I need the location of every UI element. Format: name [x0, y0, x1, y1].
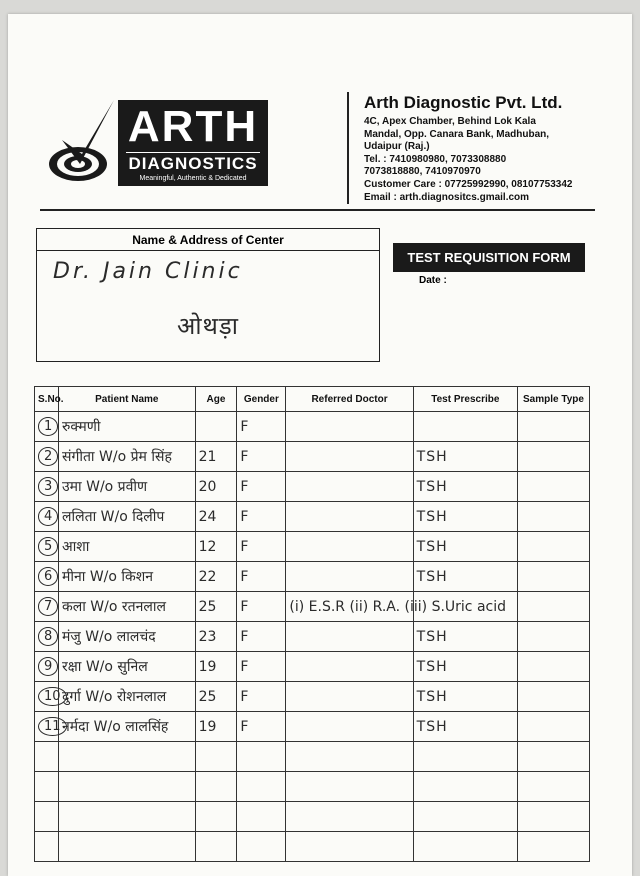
cell-gender: F [237, 472, 286, 502]
cell-sample-type [517, 562, 589, 592]
company-name: Arth Diagnostic Pvt. Ltd. [364, 93, 563, 112]
address-line: Udaipur (Raj.) [364, 141, 430, 153]
cell-test-prescribe [413, 832, 517, 862]
cell-sno [35, 652, 59, 682]
cell-referred-doctor [286, 502, 413, 532]
header-gender: Gender [237, 387, 286, 412]
cell-age [195, 802, 237, 832]
cell-sno [35, 592, 59, 622]
cell-patient-name: मीना W/o किशन [58, 562, 195, 592]
cell-sample-type [517, 412, 589, 442]
cell-test-prescribe: TSH [413, 502, 517, 532]
cell-sno [35, 622, 59, 652]
cell-patient-name [58, 742, 195, 772]
logo-diagnostics-text: DIAGNOSTICS [128, 154, 258, 173]
cell-sno [35, 412, 59, 442]
cell-sample-type [517, 682, 589, 712]
cell-sample-type [517, 592, 589, 622]
cell-referred-doctor [286, 682, 413, 712]
cell-sno [35, 532, 59, 562]
cell-sample-type [517, 652, 589, 682]
address-line: 4C, Apex Chamber, Behind Lok Kala [364, 116, 536, 127]
date-label: Date : [419, 275, 447, 286]
cell-test-prescribe: TSH [413, 532, 517, 562]
circled-serial-number: 2 [38, 447, 58, 466]
cell-gender: F [237, 442, 286, 472]
cell-sample-type [517, 772, 589, 802]
table-row [35, 772, 590, 802]
cell-test-prescribe [413, 412, 517, 442]
cell-age: 21 [195, 442, 237, 472]
cell-test-prescribe [413, 802, 517, 832]
cell-referred-doctor [286, 622, 413, 652]
circled-serial-number: 3 [38, 477, 58, 496]
header-divider-vertical [347, 92, 349, 204]
cell-sample-type [517, 532, 589, 562]
table-row [35, 802, 590, 832]
cell-gender: F [237, 682, 286, 712]
cell-age: 20 [195, 472, 237, 502]
cell-age [195, 832, 237, 862]
cell-patient-name [58, 772, 195, 802]
cell-sample-type [517, 832, 589, 862]
telephone-line: Tel. : 7410980980, 7073308880 [364, 153, 507, 165]
cell-age: 22 [195, 562, 237, 592]
cell-gender [237, 802, 286, 832]
table-row [35, 742, 590, 772]
table-row [35, 472, 590, 502]
center-handwritten-place: ओथड़ा [177, 312, 239, 340]
cell-referred-doctor [286, 472, 413, 502]
table-row [35, 712, 590, 742]
cell-test-prescribe: TSH [413, 622, 517, 652]
cell-gender: F [237, 532, 286, 562]
email-line: Email : arth.diagnositcs.gmail.com [364, 191, 530, 203]
cell-age: 19 [195, 712, 237, 742]
circled-serial-number: 11 [38, 717, 67, 736]
cell-gender: F [237, 652, 286, 682]
cell-sample-type [517, 622, 589, 652]
cell-age: 25 [195, 682, 237, 712]
cell-referred-doctor [286, 562, 413, 592]
cell-gender: F [237, 712, 286, 742]
cell-age [195, 772, 237, 802]
cell-referred-doctor [286, 412, 413, 442]
cell-patient-name: आशा [58, 532, 195, 562]
cell-patient-name: रक्षा W/o सुनिल [58, 652, 195, 682]
header-age: Age [195, 387, 237, 412]
circled-serial-number: 9 [38, 657, 58, 676]
cell-test-prescribe: TSH [413, 652, 517, 682]
cell-test-prescribe: TSH [413, 562, 517, 592]
cell-test-prescribe: TSH [413, 712, 517, 742]
circled-serial-number: 1 [38, 417, 58, 436]
cell-age: 12 [195, 532, 237, 562]
cell-sample-type [517, 712, 589, 742]
cell-patient-name: संगीता W/o प्रेम सिंह [58, 442, 195, 472]
cell-patient-name: उमा W/o प्रवीण [58, 472, 195, 502]
form-title-banner: TEST REQUISITION FORM [393, 243, 585, 272]
cell-referred-doctor [286, 712, 413, 742]
cell-patient-name: रुक्मणी [58, 412, 195, 442]
cell-gender: F [237, 562, 286, 592]
circled-serial-number: 8 [38, 627, 58, 646]
header-sno: S.No. [35, 387, 59, 412]
header-referred-doctor: Referred Doctor [286, 387, 413, 412]
cell-patient-name: कला W/o रतनलाल [58, 592, 195, 622]
cell-sno [35, 502, 59, 532]
logo-arth-text: ARTH [127, 102, 259, 151]
telephone-line: 7073818880, 7410970970 [364, 166, 481, 178]
table-row [35, 442, 590, 472]
cell-referred-doctor [286, 832, 413, 862]
table-header-row [35, 387, 590, 412]
cell-sno [35, 742, 59, 772]
header-test-prescribe: Test Prescribe [413, 387, 517, 412]
cell-age [195, 412, 237, 442]
cell-gender: F [237, 592, 286, 622]
circled-serial-number: 10 [38, 687, 67, 706]
cell-test-prescribe: TSH [413, 472, 517, 502]
table-row [35, 502, 590, 532]
cell-gender [237, 742, 286, 772]
arth-logo [48, 96, 273, 192]
address-line: Mandal, Opp. Canara Bank, Madhuban, [364, 128, 550, 140]
header-divider-horizontal [40, 209, 595, 211]
cell-age: 24 [195, 502, 237, 532]
cell-age: 19 [195, 652, 237, 682]
cell-sno [35, 472, 59, 502]
cell-test-prescribe [413, 742, 517, 772]
circled-serial-number: 4 [38, 507, 58, 526]
cell-gender: F [237, 622, 286, 652]
table-row [35, 832, 590, 862]
cell-gender: F [237, 502, 286, 532]
cell-sno [35, 832, 59, 862]
cell-age [195, 742, 237, 772]
cell-sno [35, 562, 59, 592]
cell-referred-doctor [286, 442, 413, 472]
header-sample-type: Sample Type [517, 387, 589, 412]
cell-patient-name: दुर्गा W/o रोशनलाल [58, 682, 195, 712]
logo-wordmark [118, 100, 268, 186]
cell-referred-doctor [286, 802, 413, 832]
cell-sno [35, 772, 59, 802]
logo-divider [126, 152, 260, 153]
cell-patient-name [58, 832, 195, 862]
cell-sample-type [517, 472, 589, 502]
cell-referred-doctor [286, 772, 413, 802]
cell-sno [35, 712, 59, 742]
target-checkmark-icon [48, 96, 122, 192]
table-row [35, 592, 590, 622]
cell-test-prescribe: TSH [413, 442, 517, 472]
cell-patient-name: मंजु W/o लालचंद [58, 622, 195, 652]
cell-test-prescribe [413, 772, 517, 802]
company-contact-block [364, 116, 614, 204]
cell-referred-doctor [286, 532, 413, 562]
cell-test-prescribe: TSH [413, 682, 517, 712]
table-row [35, 562, 590, 592]
table-row [35, 652, 590, 682]
customer-care-line: Customer Care : 07725992990, 08107753342 [364, 178, 573, 190]
table-row [35, 412, 590, 442]
cell-patient-name [58, 802, 195, 832]
cell-referred-doctor: (i) E.S.R (ii) R.A. (iii) S.Uric acid [286, 592, 413, 622]
circled-serial-number: 7 [38, 597, 58, 616]
cell-patient-name: नर्मदा W/o लालसिंह [58, 712, 195, 742]
cell-sno [35, 442, 59, 472]
cell-referred-doctor [286, 652, 413, 682]
cell-sno [35, 802, 59, 832]
cell-sample-type [517, 742, 589, 772]
cell-sample-type [517, 802, 589, 832]
cell-gender [237, 772, 286, 802]
header-patient-name: Patient Name [58, 387, 195, 412]
circled-serial-number: 6 [38, 567, 58, 586]
table-row [35, 622, 590, 652]
table-row [35, 682, 590, 712]
cell-referred-doctor [286, 742, 413, 772]
cell-age: 25 [195, 592, 237, 622]
cell-sno [35, 682, 59, 712]
cell-sample-type [517, 502, 589, 532]
center-address-box [36, 228, 380, 362]
cell-gender: F [237, 412, 286, 442]
circled-serial-number: 5 [38, 537, 58, 556]
patient-table [34, 386, 590, 862]
table-row [35, 532, 590, 562]
cell-gender [237, 832, 286, 862]
cell-age: 23 [195, 622, 237, 652]
logo-tagline: Meaningful, Authentic & Dedicated [139, 175, 247, 182]
cell-sample-type [517, 442, 589, 472]
center-box-label: Name & Address of Center [37, 229, 379, 251]
center-handwritten-name: Dr. Jain Clinic [53, 259, 243, 284]
cell-patient-name: ललिता W/o दिलीप [58, 502, 195, 532]
